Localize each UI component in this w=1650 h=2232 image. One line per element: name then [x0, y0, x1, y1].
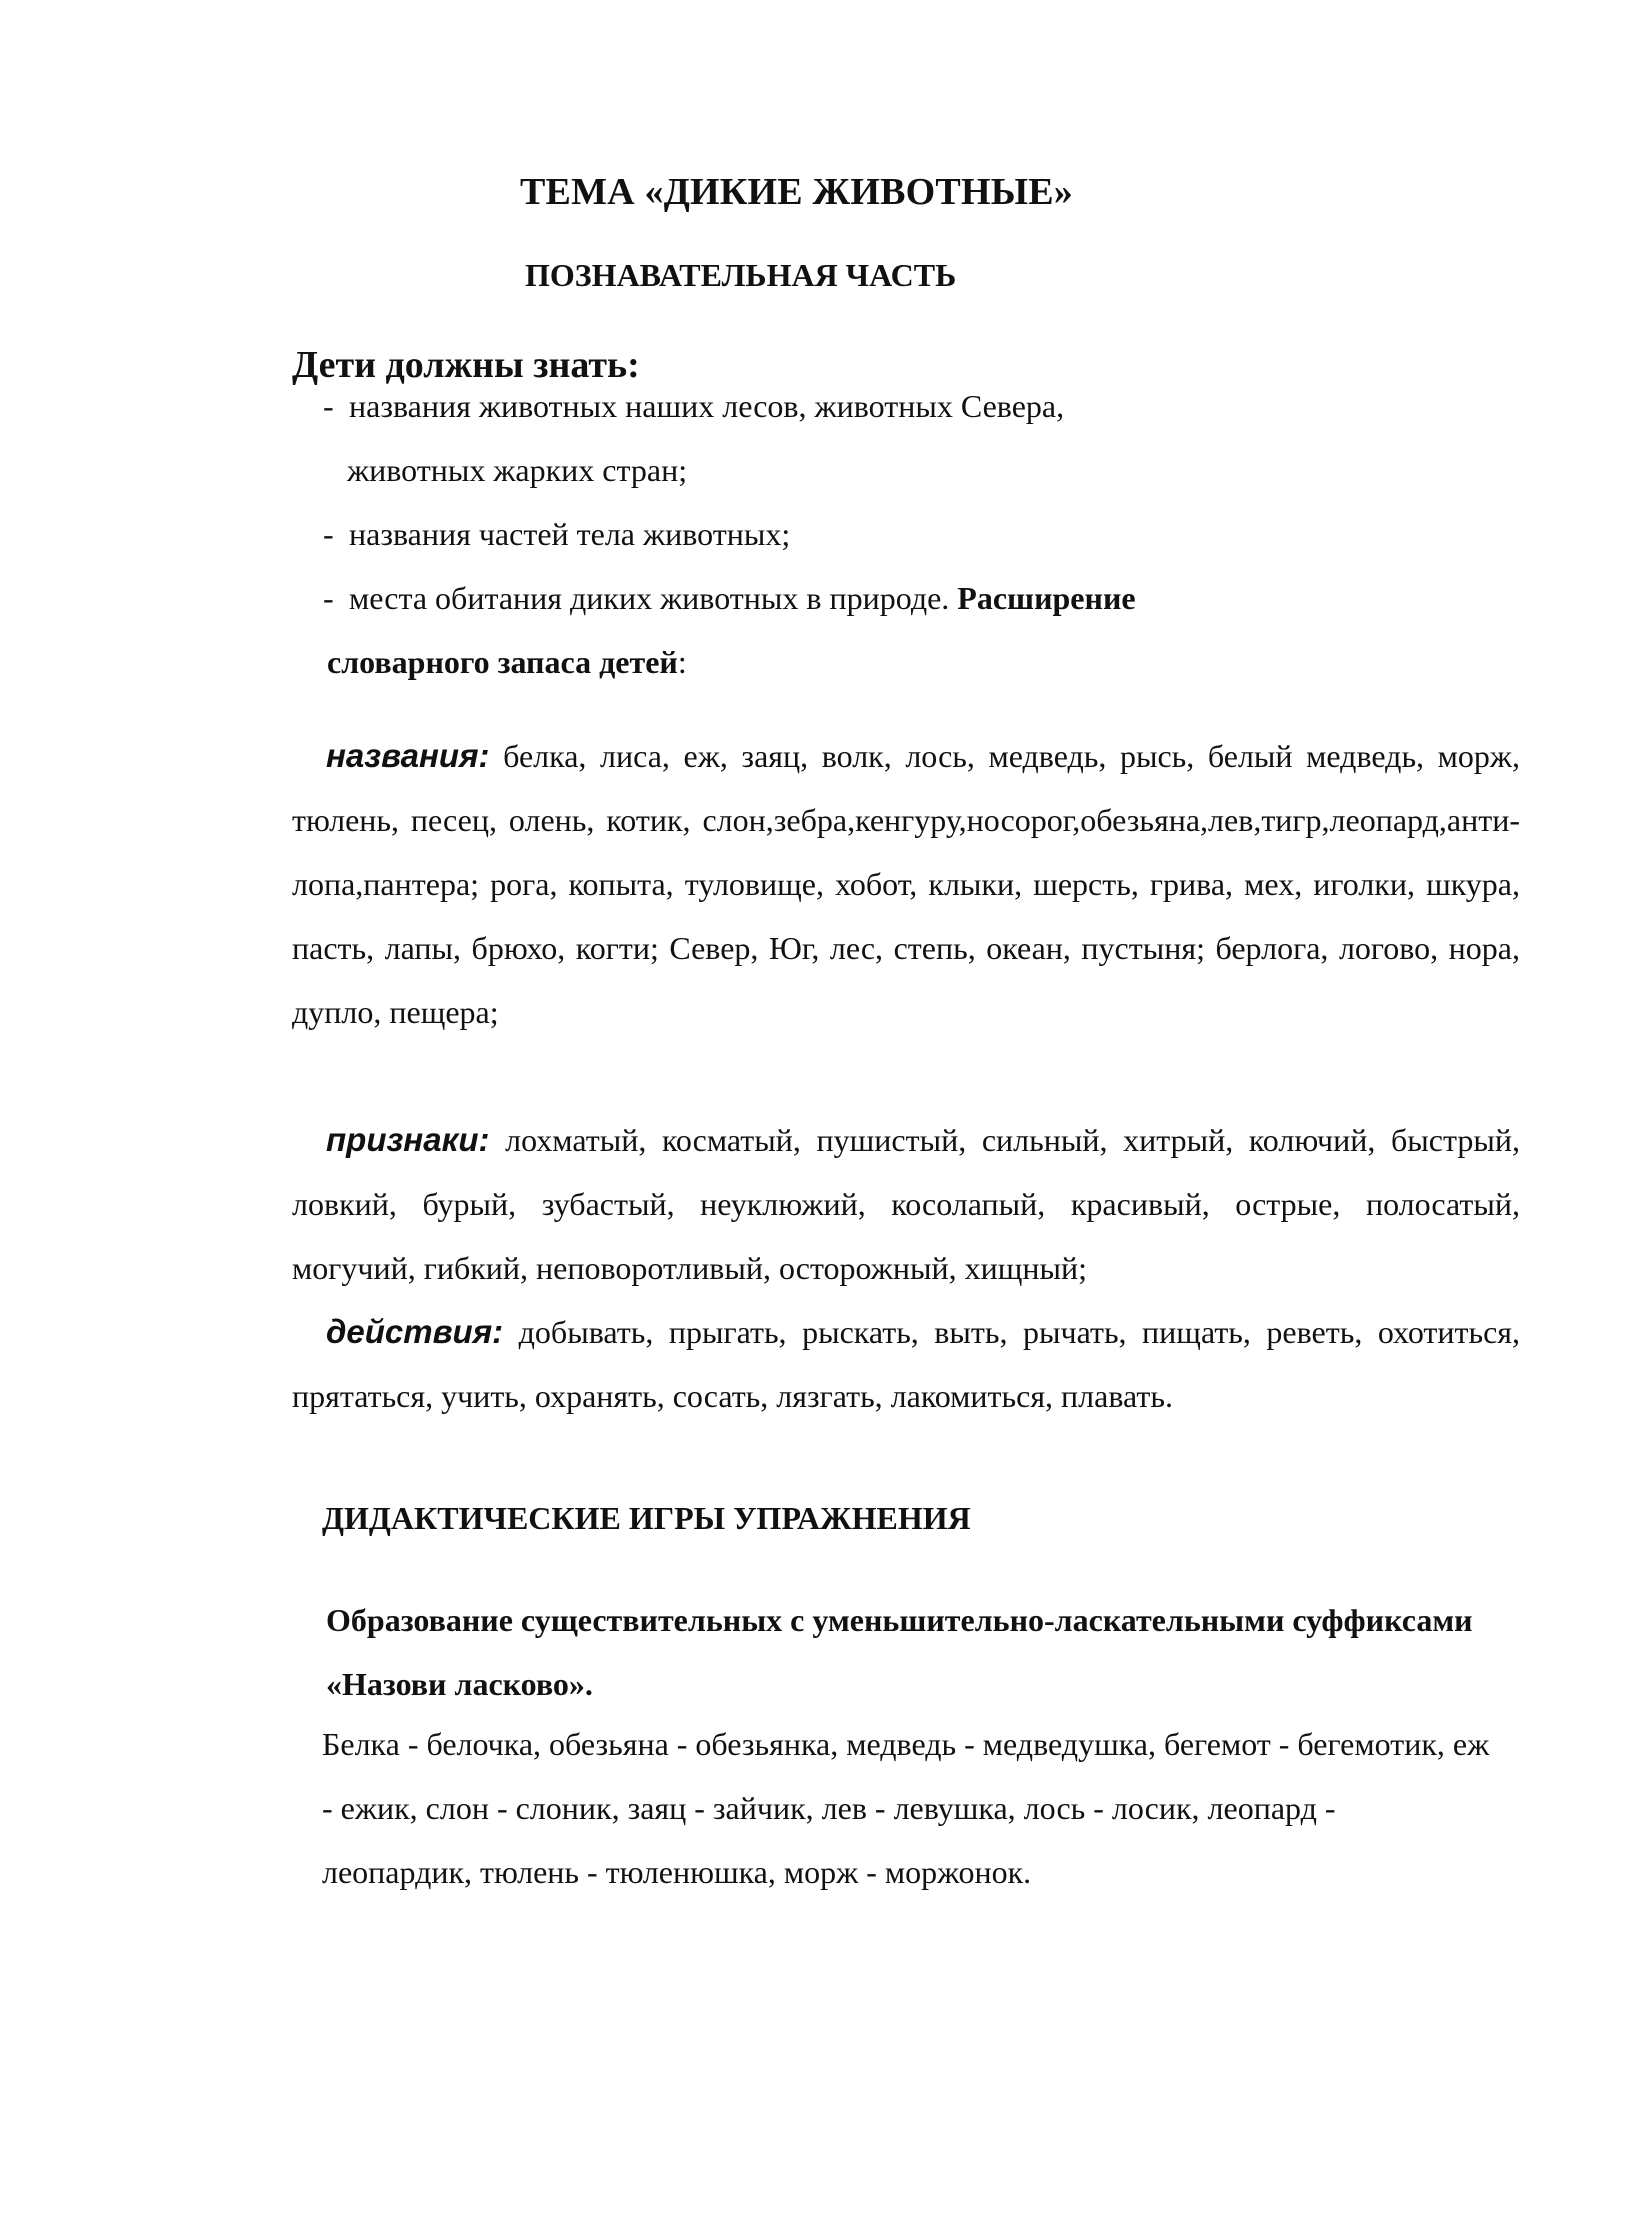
- vocab-actions-paragraph: [292, 1300, 1520, 1428]
- bullet-dash: -: [323, 580, 334, 616]
- exercise-title: Образование существительных с уменьшительно-ласкательными суффиксами «Назови ласково».: [326, 1602, 1473, 1702]
- bullet-item: [323, 516, 790, 553]
- vocab-signs-text: лохматый, косматый, пушистый, сильный, хитрый, колючий, быстрый, ловкий, бурый, зубастый, неуклюжий, косолапый, красивый, острые, полосатый, могучий, гибкий, неповоротливый, осторожный, хищный;: [292, 1122, 1521, 1286]
- vocab-actions-text: добывать, прыгать, рыскать, выть, рычать, пищать, реветь, охотиться, прятаться, учить, охранять, сосать, лязгать, лакомиться, плавать.: [292, 1314, 1521, 1414]
- vocab-actions-label: действия:: [326, 1313, 504, 1350]
- bullet-bold-text: Расширение: [957, 580, 1136, 616]
- vocab-heading-text: словарного запаса детей: [327, 644, 678, 680]
- bullet-text: названия частей тела животных;: [349, 516, 791, 552]
- games-heading: ДИДАКТИЧЕСКИЕ ИГРЫ УПРАЖНЕНИЯ: [322, 1500, 971, 1536]
- bullet-item: [323, 580, 1136, 617]
- exercise-text: Белка - белочка, обезьяна - обезьянка, медведь - медведушка, бегемот - бегемотик, еж - ежик, слон - слоник, заяц - зайчик, лев - левушка, лось - лосик, леопард - леопардик, тюлень - тюленюшка, морж - моржонок.: [322, 1726, 1490, 1890]
- must-know-heading: Дети должны знать:: [292, 344, 640, 386]
- vocab-names-label: названия:: [326, 737, 490, 774]
- page-title: ТЕМА «ДИКИЕ ЖИВОТНЫЕ»: [520, 171, 1073, 213]
- vocab-signs-label: признаки:: [326, 1121, 490, 1158]
- vocab-names-paragraph: [292, 724, 1520, 1044]
- bullet-dash: -: [323, 388, 334, 424]
- vocab-names-text: белка, лиса, еж, заяц, волк, лось, медведь, рысь, белый медведь, морж, тюлень, песец, олень, котик, слон,зебра,кенгуру,носорог,обезьяна,лев,тигр,леопард,анти-лопа,пантера; рога, копыта, туловище, хобот, клыки, шерсть, грива, мех, иголки, шкура, пасть, лапы, брюхо, когти; Север, Юг, лес, степь, океан, пустыня; берлога, логово, нора, дупло, пещера;: [292, 738, 1521, 1030]
- vocab-signs-paragraph: [292, 1108, 1520, 1300]
- bullet-continuation: животных жарких стран;: [347, 452, 688, 488]
- vocab-expansion-heading: [327, 644, 687, 681]
- vocab-heading-colon: :: [677, 644, 687, 680]
- bullet-text: места обитания диких животных в природе.: [349, 580, 950, 616]
- section-subtitle: ПОЗНАВАТЕЛЬНАЯ ЧАСТЬ: [525, 257, 957, 293]
- bullet-text: названия животных наших лесов, животных Севера,: [349, 388, 1065, 424]
- bullet-dash: -: [323, 516, 334, 552]
- bullet-item: [323, 388, 1064, 425]
